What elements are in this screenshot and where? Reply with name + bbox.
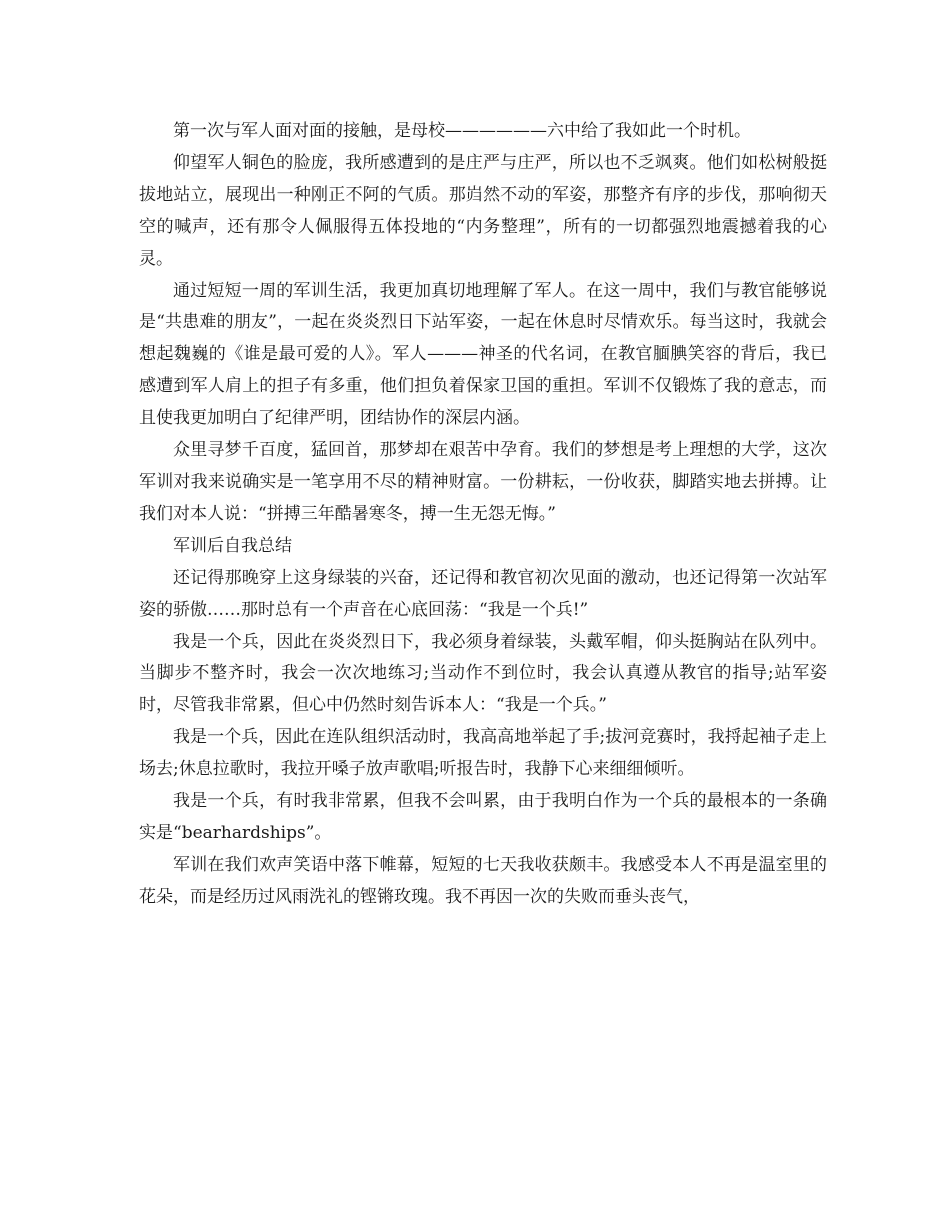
paragraph: 我是一个兵，因此在炎炎烈日下，我必须身着绿装，头戴军帽，仰头挺胸站在队列中。当脚步不整齐时，我会一次次地练习;当动作不到位时，我会认真遵从教官的指导;站军姿时，尽管我非常累，但心中仍然时刻告诉本人：“我是一个兵。” <box>139 631 827 716</box>
paragraph: 通过短短一周的军训生活，我更加真切地理解了军人。在这一周中，我们与教官能够说是“共患难的朋友”，一起在炎炎烈日下站军姿，一起在休息时尽情欢乐。每当这时，我就会想起魏巍的《谁是最可爱的人》。军人———神圣的代名词，在教官腼腆笑容的背后，我已感遭到军人肩上的担子有多重，他们担负着保家卫国的重担。军训不仅锻炼了我的意志，而且使我更加明白了纪律严明，团结协作的深层内涵。 <box>139 280 827 429</box>
paragraph: 众里寻梦千百度，猛回首，那梦却在艰苦中孕育。我们的梦想是考上理想的大学，这次军训对我来说确实是一笔享用不尽的精神财富。一份耕耘，一份收获，脚踏实地去拼搏。让我们对本人说：“拼搏三年酷暑寒冬，搏一生无怨无悔。” <box>139 440 827 524</box>
paragraph: 第一次与军人面对面的接触，是母校——————六中给了我如此一个时机。 <box>173 121 751 141</box>
paragraph: 还记得那晚穿上这身绿装的兴奋，还记得和教官初次见面的激动，也还记得第一次站军姿的骄傲……那时总有一个声音在心底回荡：“我是一个兵!” <box>139 567 827 620</box>
paragraph: 我是一个兵，因此在连队组织活动时，我高高地举起了手;拔河竞赛时，我捋起袖子走上场去;休息拉歌时，我拉开嗓子放声歌唱;听报告时，我静下心来细细倾听。 <box>139 727 827 780</box>
paragraph: 我是一个兵，有时我非常累，但我不会叫累，由于我明白作为一个兵的最根本的一条确实是“bearhardships”。 <box>139 791 827 843</box>
paragraph: 军训在我们欢声笑语中落下帷幕，短短的七天我收获颇丰。我感受本人不再是温室里的花朵，而是经历过风雨洗礼的铿锵玫瑰。我不再因一次的失败而垂头丧气， <box>139 854 827 907</box>
section-heading: 军训后自我总结 <box>173 535 292 556</box>
document-body <box>139 116 827 914</box>
paragraph: 仰望军人铜色的脸庞，我所感遭到的是庄严与庄严，所以也不乏飒爽。他们如松树般挺拔地站立，展现出一种刚正不阿的气质。那岿然不动的军姿，那整齐有序的步伐，那响彻天空的喊声，还有那令人佩服得五体投地的“内务整理”，所有的一切都强烈地震撼着我的心灵。 <box>139 152 827 269</box>
